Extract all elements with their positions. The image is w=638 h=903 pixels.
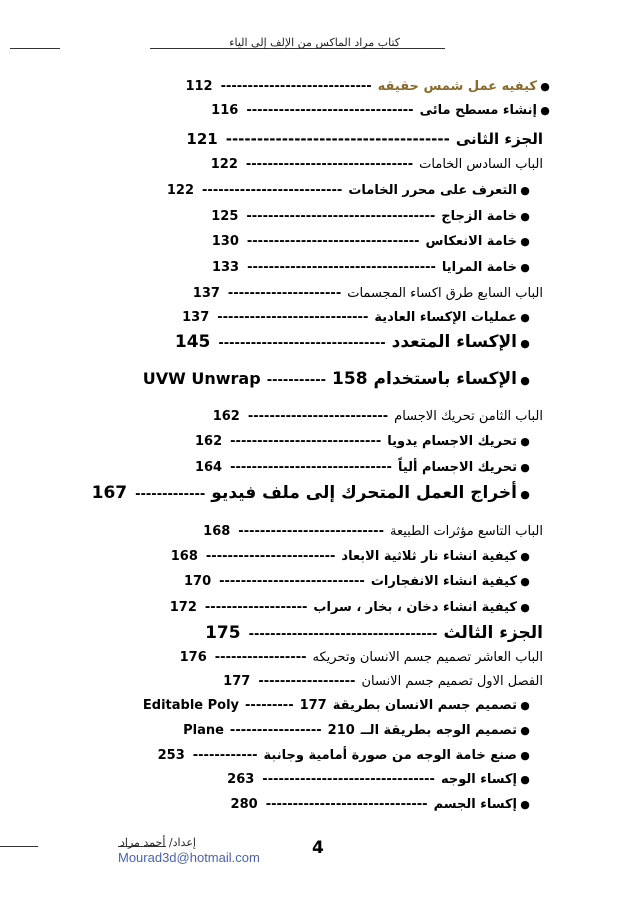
toc-entry [73,459,533,477]
bullet-icon: ● [520,798,530,811]
bullet-icon: ● [540,80,550,93]
toc-entry-suffix: Plane [183,723,224,738]
toc-entry-title: كيفيه عمل شمس حقيقه [377,79,537,94]
leader-dashes: -------------------------- [202,183,343,198]
toc-entry [73,573,533,591]
toc-entry-page: 130 [211,234,239,249]
toc-entry-page: 116 [211,103,239,118]
toc-entry-title: الفصل الاول تصميم جسم الانسان [361,674,543,689]
toc-entry-page: 168 [203,524,231,539]
toc-entry-title: عمليات الإكساء العادية [374,310,517,325]
leader-dashes: ----------------- [214,650,307,665]
toc-entry [73,796,533,814]
toc-entry [83,130,543,148]
leader-dashes: ----------------------------------- [246,209,436,224]
leader-dashes: ------------------------------------ [225,130,450,148]
leader-dashes: -------------------------- [247,409,389,424]
toc-entry-title: إنشاء مسطح مائى [419,103,537,118]
bullet-icon: ● [520,261,530,274]
leader-dashes: ---------------------------- [230,434,382,449]
bullet-icon: ● [520,575,530,588]
toc-entry-page: 122 [166,183,195,198]
bullet-icon: ● [520,311,530,324]
toc-entry [73,233,533,251]
leader-dashes: ------------------------------- [245,157,414,172]
bullet-icon: ● [520,601,530,614]
leader-dashes: -------------------------------- [262,772,435,787]
bullet-icon: ● [520,184,530,197]
toc-entry-title: كيفية انشاء نار ثلاثية الابعاد [341,549,517,564]
leader-dashes: --------- [245,698,294,713]
toc-entry-title: الجزء الثالث [443,623,543,643]
bullet-icon: ● [520,235,530,248]
toc-entry [73,208,533,226]
toc-entry-title: الباب السابع طرق اكساء المجسمات [347,286,543,301]
bullet-icon: ● [520,210,530,223]
toc-entry [73,259,533,277]
leader-dashes: ------------- [135,487,206,502]
toc-entry [73,747,533,765]
toc-entry [73,548,533,566]
toc-entry-title: الباب السادس الخامات [419,157,543,172]
leader-dashes: ----------------- [229,723,322,738]
toc-entry [73,484,533,504]
toc-entry [83,673,543,691]
leader-dashes: --------------------------- [238,524,384,539]
toc-entry-page: 112 [185,79,213,94]
toc-entry-title: الباب التاسع مؤثرات الطبيعة [389,524,543,539]
toc-entry [73,599,533,617]
leader-dashes: ----------------------------------- [248,627,438,642]
bullet-icon: ● [540,104,550,117]
toc-entry-page: 177 [223,674,251,689]
toc-entry [73,697,533,715]
toc-entry [73,370,533,390]
header-title: كتاب مراد الماكس من الإلف إلى الياء [229,36,400,49]
toc-entry-title: الجزء الثانى [455,130,543,148]
toc-entry-title: إكساء الجسم [433,797,517,812]
toc-entry-title: تصميم الوجه بطريقة الــ [360,723,517,738]
bullet-icon: ● [520,337,530,350]
leader-dashes: ------------------ [258,674,356,689]
toc-entry [73,333,533,353]
toc-entry-title: الباب الثامن تحريك الاجسام [394,409,543,424]
toc-entry-page: 162 [195,434,223,449]
leader-dashes: ------------------------------ [265,797,428,812]
toc-entry-title: الإكساء باستخدام [373,369,517,389]
toc-entry [83,156,543,174]
toc-entry-page: 158 [332,369,368,389]
toc-entry-suffix: Editable Poly [142,698,240,713]
toc-entry-title: خامة الانعكاس [425,234,517,249]
toc-entry-title: الإكساء المتعدد [391,332,517,352]
toc-entry-page: 164 [194,460,223,475]
toc-entry-page: 170 [183,574,212,589]
toc-entry [93,78,553,96]
toc-entry-title: تصميم جسم الانسان بطريقة [332,698,517,713]
leader-dashes: -------------------------------- [246,234,420,249]
toc-entry-page: 280 [230,797,258,812]
toc-entry-suffix: UVW Unwrap [142,369,261,388]
bullet-icon: ● [520,724,530,737]
toc-entry [83,649,543,667]
bullet-icon: ● [520,550,530,563]
toc-entry [83,285,543,303]
author-signature: إعداد/ أحمد مراد [120,836,196,849]
toc-entry-page: 122 [210,157,238,172]
toc-entry [73,182,533,200]
toc-entry-page: 253 [157,748,185,763]
toc-entry [73,771,533,789]
toc-entry-title: الباب العاشر تصميم جسم الانسان وتحريكه [312,650,543,665]
footer-rule-left [0,846,38,847]
leader-dashes: ------------------------------- [246,103,414,118]
toc-entry-page: 167 [91,483,128,503]
toc-entry-page: 133 [211,260,240,275]
toc-entry-title: أخراج العمل المتحرك إلى ملف فيديو [211,483,517,503]
toc-entry-page: 175 [205,623,241,643]
toc-entry-page: 137 [192,286,220,301]
toc-entry-page: 210 [327,723,355,738]
toc-entry-page: 162 [212,409,240,424]
leader-dashes: ---------------------------- [220,79,372,94]
leader-dashes: --------------------- [227,286,342,301]
toc-entry [83,408,543,426]
toc-entry-page: 172 [169,600,197,615]
toc-entry-page: 176 [179,650,207,665]
author-email: Mourad3d@hotmail.com [118,850,260,865]
toc-entry-title: إكساء الوجه [440,772,517,787]
toc-entry-page: 145 [174,332,211,352]
toc-entry-title: صنع خامة الوجه من صورة أمامية وجانبة [263,748,517,763]
leader-dashes: ------------------------------- [218,336,386,351]
toc-entry-title: كيفية انشاء الانفجارات [370,574,517,589]
toc-entry-page: 177 [299,698,327,713]
toc-entry [93,102,553,120]
bullet-icon: ● [520,488,530,501]
bullet-icon: ● [520,773,530,786]
toc-entry [83,624,543,644]
bullet-icon: ● [520,374,530,387]
toc-entry-page: 121 [186,130,218,148]
toc-entry-title: خامة المرايا [441,260,517,275]
leader-dashes: ------------------- [204,600,308,615]
leader-dashes: ----------------------------------- [247,260,436,275]
toc-entry-title: كيفية انشاء دخان ، بخار ، سراب [313,600,517,615]
bullet-icon: ● [520,461,530,474]
bullet-icon: ● [520,749,530,762]
toc-entry [73,433,533,451]
toc-entry-title: تحريك الاجسام يدويا [387,434,517,449]
leader-dashes: ------------------------------ [230,460,392,475]
bullet-icon: ● [520,699,530,712]
leader-dashes: ----------- [266,373,327,388]
bullet-icon: ● [520,435,530,448]
toc-entry-page: 263 [227,772,255,787]
toc-entry-page: 137 [182,310,210,325]
toc-entry-page: 125 [211,209,239,224]
page-number: 4 [312,838,324,858]
toc-entry-title: التعرف على محرر الخامات [348,183,517,198]
toc-entry-title: خامة الزجاج [441,209,517,224]
leader-dashes: ------------------------ [205,549,336,564]
toc-entry-page: 168 [170,549,198,564]
toc-entry [83,523,543,541]
toc-entry [73,722,533,740]
toc-entry-title: تحريك الاجسام ألياً [397,460,517,475]
leader-dashes: --------------------------- [219,574,365,589]
leader-dashes: ---------------------------- [217,310,369,325]
leader-dashes: ------------ [192,748,258,763]
toc-entry [73,309,533,327]
